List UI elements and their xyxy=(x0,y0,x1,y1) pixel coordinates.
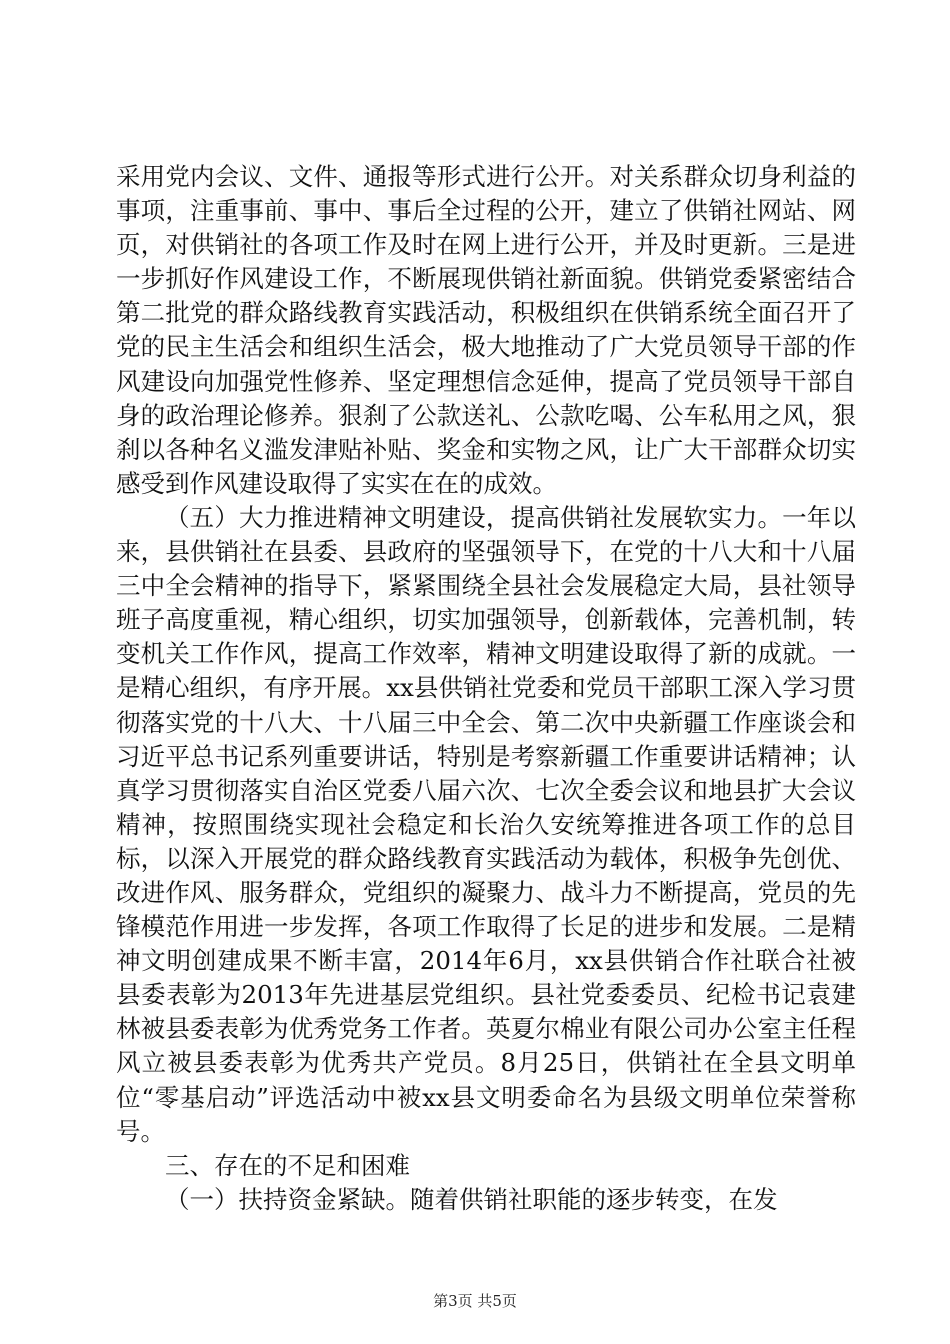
section-heading-shortcomings: 三、存在的不足和困难 xyxy=(165,1150,410,1180)
paragraph-section-five: （五）大力推进精神文明建设，提高供销社发展软实力。一年以来，县供销社在县委、县政府的坚强领导下，在党的十八大和十八届三中全会精神的指导下，紧紧围绕全县社会发展稳定大局，县社领导班子高度重视，精心组织，切实加强领导，创新载体，完善机制，转变机关工作作风，提高工作效率，精神文明建设取得了新的成就。一是精心组织，有序开展。xx县供销社党委和党员干部职工深入学习贯彻落实党的十八大、十八届三中全会、第二次中央新疆工作座谈会和习近平总书记系列重要讲话，特别是考察新疆工作重要讲话精神；认真学习贯彻落实自治区党委八届六次、七次全委会议和地县扩大会议精神，按照围绕实现社会稳定和长治久安统筹推进各项工作的总目标，以深入开展党的群众路线教育实践活动为载体，积极争先创优、改进作风、服务群众，党组织的凝聚力、战斗力不断提高，党员的先锋模范作用进一步发挥，各项工作取得了长足的进步和发展。二是精神文明创建成果不断丰富，2014年6月，xx县供销合作社联合社被县委表彰为2013年先进基层党组织。县社党委委员、纪检书记袁建林被县委表彰为优秀党务工作者。英夏尔棉业有限公司办公室主任程风立被县委表彰为优秀共产党员。8月25日，供销社在全县文明单位“零基启动”评选活动中被xx县文明委命名为县级文明单位荣誉称号。 xyxy=(116,502,856,1146)
paragraph-funding-shortage: （一）扶持资金紧缺。随着供销社职能的逐步转变，在发 xyxy=(165,1184,778,1214)
body-text xyxy=(116,160,856,1217)
page-number-label: 第3页 共5页 xyxy=(433,1292,517,1310)
paragraph-continuation: 采用党内会议、文件、通报等形式进行公开。对关系群众切身利益的事项，注重事前、事中、事后全过程的公开，建立了供销社网站、网页，对供销社的各项工作及时在网上进行公开，并及时更新。三是进一步抓好作风建设工作，不断展现供销社新面貌。供销党委紧密结合第二批党的群众路线教育实践活动，积极组织在供销系统全面召开了党的民主生活会和组织生活会，极大地推动了广大党员领导干部的作风建设向加强党性修养、坚定理想信念延伸，提高了党员领导干部自身的政治理论修养。狠刹了公款送礼、公款吃喝、公车私用之风，狠刹以各种名义滥发津贴补贴、奖金和实物之风，让广大干部群众切实感受到作风建设取得了实实在在的成效。 xyxy=(116,162,856,498)
page-footer xyxy=(0,1290,950,1311)
